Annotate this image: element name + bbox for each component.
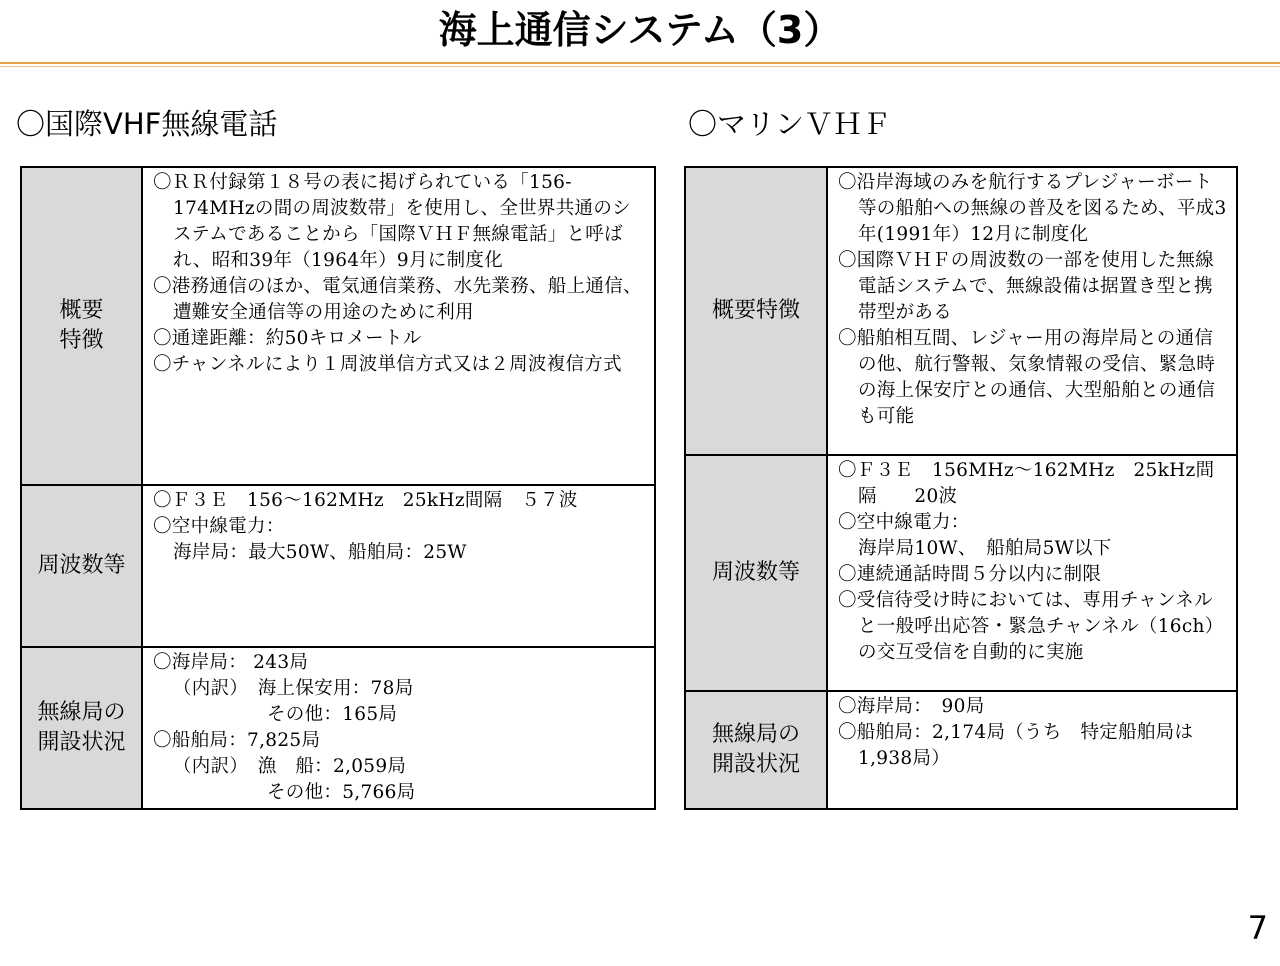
list-item: 〇連続通話時間５分以内に制限 [838,564,1102,585]
table-row [685,455,1237,691]
row-label-overview: 概要特徴 [685,167,827,455]
right-section-heading: 〇マリンＶＨＦ [688,107,892,141]
row-label-frequency: 周波数等 [685,455,827,691]
list-item: その他：165局 [173,704,398,725]
table-row [21,485,655,647]
list-item: 〇チャンネルにより１周波単信方式又は２周波複信方式 [153,354,622,375]
list-item: 〇受信待受け時においては、専用チャンネルと一般呼出応答・緊急チャンネル（16ch）の交互受信を自動的に実施 [838,590,1224,663]
list-item: 〇船舶局：7,825局 [153,730,321,751]
list-item: 〇空中線電力： [838,512,970,533]
list-item: 〇通達距離：約50キロメートル [153,328,422,349]
left-spec-table [20,166,656,810]
list-item: その他：5,766局 [173,782,416,803]
list-item: 〇Ｆ３Ｅ 156MHz～162MHz 25kHz間隔 20波 [838,460,1215,507]
list-item: 〇船舶相互間、レジャー用の海岸局との通信の他、航行警報、気象情報の受信、緊急時の海上保安庁との通信、大型船舶との通信も可能 [838,328,1216,427]
table-row [685,691,1237,809]
list-item: 〇ＲＲ付録第１８号の表に掲げられている「156-174MHzの間の周波数帯」を使用し、全世界共通のシステムであることから「国際ＶＨＦ無線電話」と呼ばれ、昭和39年（1964年）9月に制度化 [153,172,631,271]
table-row [21,167,655,485]
right-spec-table [684,166,1238,810]
list-item: 〇沿岸海域のみを航行するプレジャーボート等の船舶への無線の普及を図るため、平成3年(1991年）12月に制度化 [838,172,1227,245]
row-content-frequency [827,455,1237,691]
table-row [21,647,655,809]
list-item: 〇空中線電力： [153,516,285,537]
row-content-stations [142,647,655,809]
list-item: （内訳） 海上保安用：78局 [173,678,414,699]
row-content-overview [142,167,655,485]
row-content-overview [827,167,1237,455]
row-label-overview: 概要 特徴 [21,167,142,485]
row-label-frequency: 周波数等 [21,485,142,647]
list-item: （内訳） 漁 船：2,059局 [173,756,407,777]
list-item: 〇Ｆ３Ｅ 156～162MHz 25kHz間隔 ５７波 [153,490,578,511]
list-item: 〇船舶局：2,174局（うち 特定船舶局は1,938局） [838,722,1194,769]
list-item: 〇海岸局： 90局 [838,696,985,717]
page-number: 7 [1247,909,1268,947]
list-item: 〇港務通信のほか、電気通信業務、水先業務、船上通信、遭難安全通信等の用途のために利用 [153,276,642,323]
page-title: 海上通信システム（3） [438,8,842,52]
row-label-stations: 無線局の 開設状況 [21,647,142,809]
list-item: 海岸局：最大50W、船舶局：25W [173,542,467,563]
title-divider-thin [0,66,1280,67]
left-section-heading: 〇国際VHF無線電話 [16,107,278,141]
list-item: 海岸局10W、 船舶局5W以下 [858,538,1112,559]
list-item: 〇海岸局： 243局 [153,652,309,673]
list-item: 〇国際ＶＨＦの周波数の一部を使用した無線電話システムで、無線設備は据置き型と携帯型がある [838,250,1215,323]
row-label-stations: 無線局の 開設状況 [685,691,827,809]
row-content-stations [827,691,1237,809]
title-divider [0,62,1280,64]
table-row [685,167,1237,455]
row-content-frequency [142,485,655,647]
